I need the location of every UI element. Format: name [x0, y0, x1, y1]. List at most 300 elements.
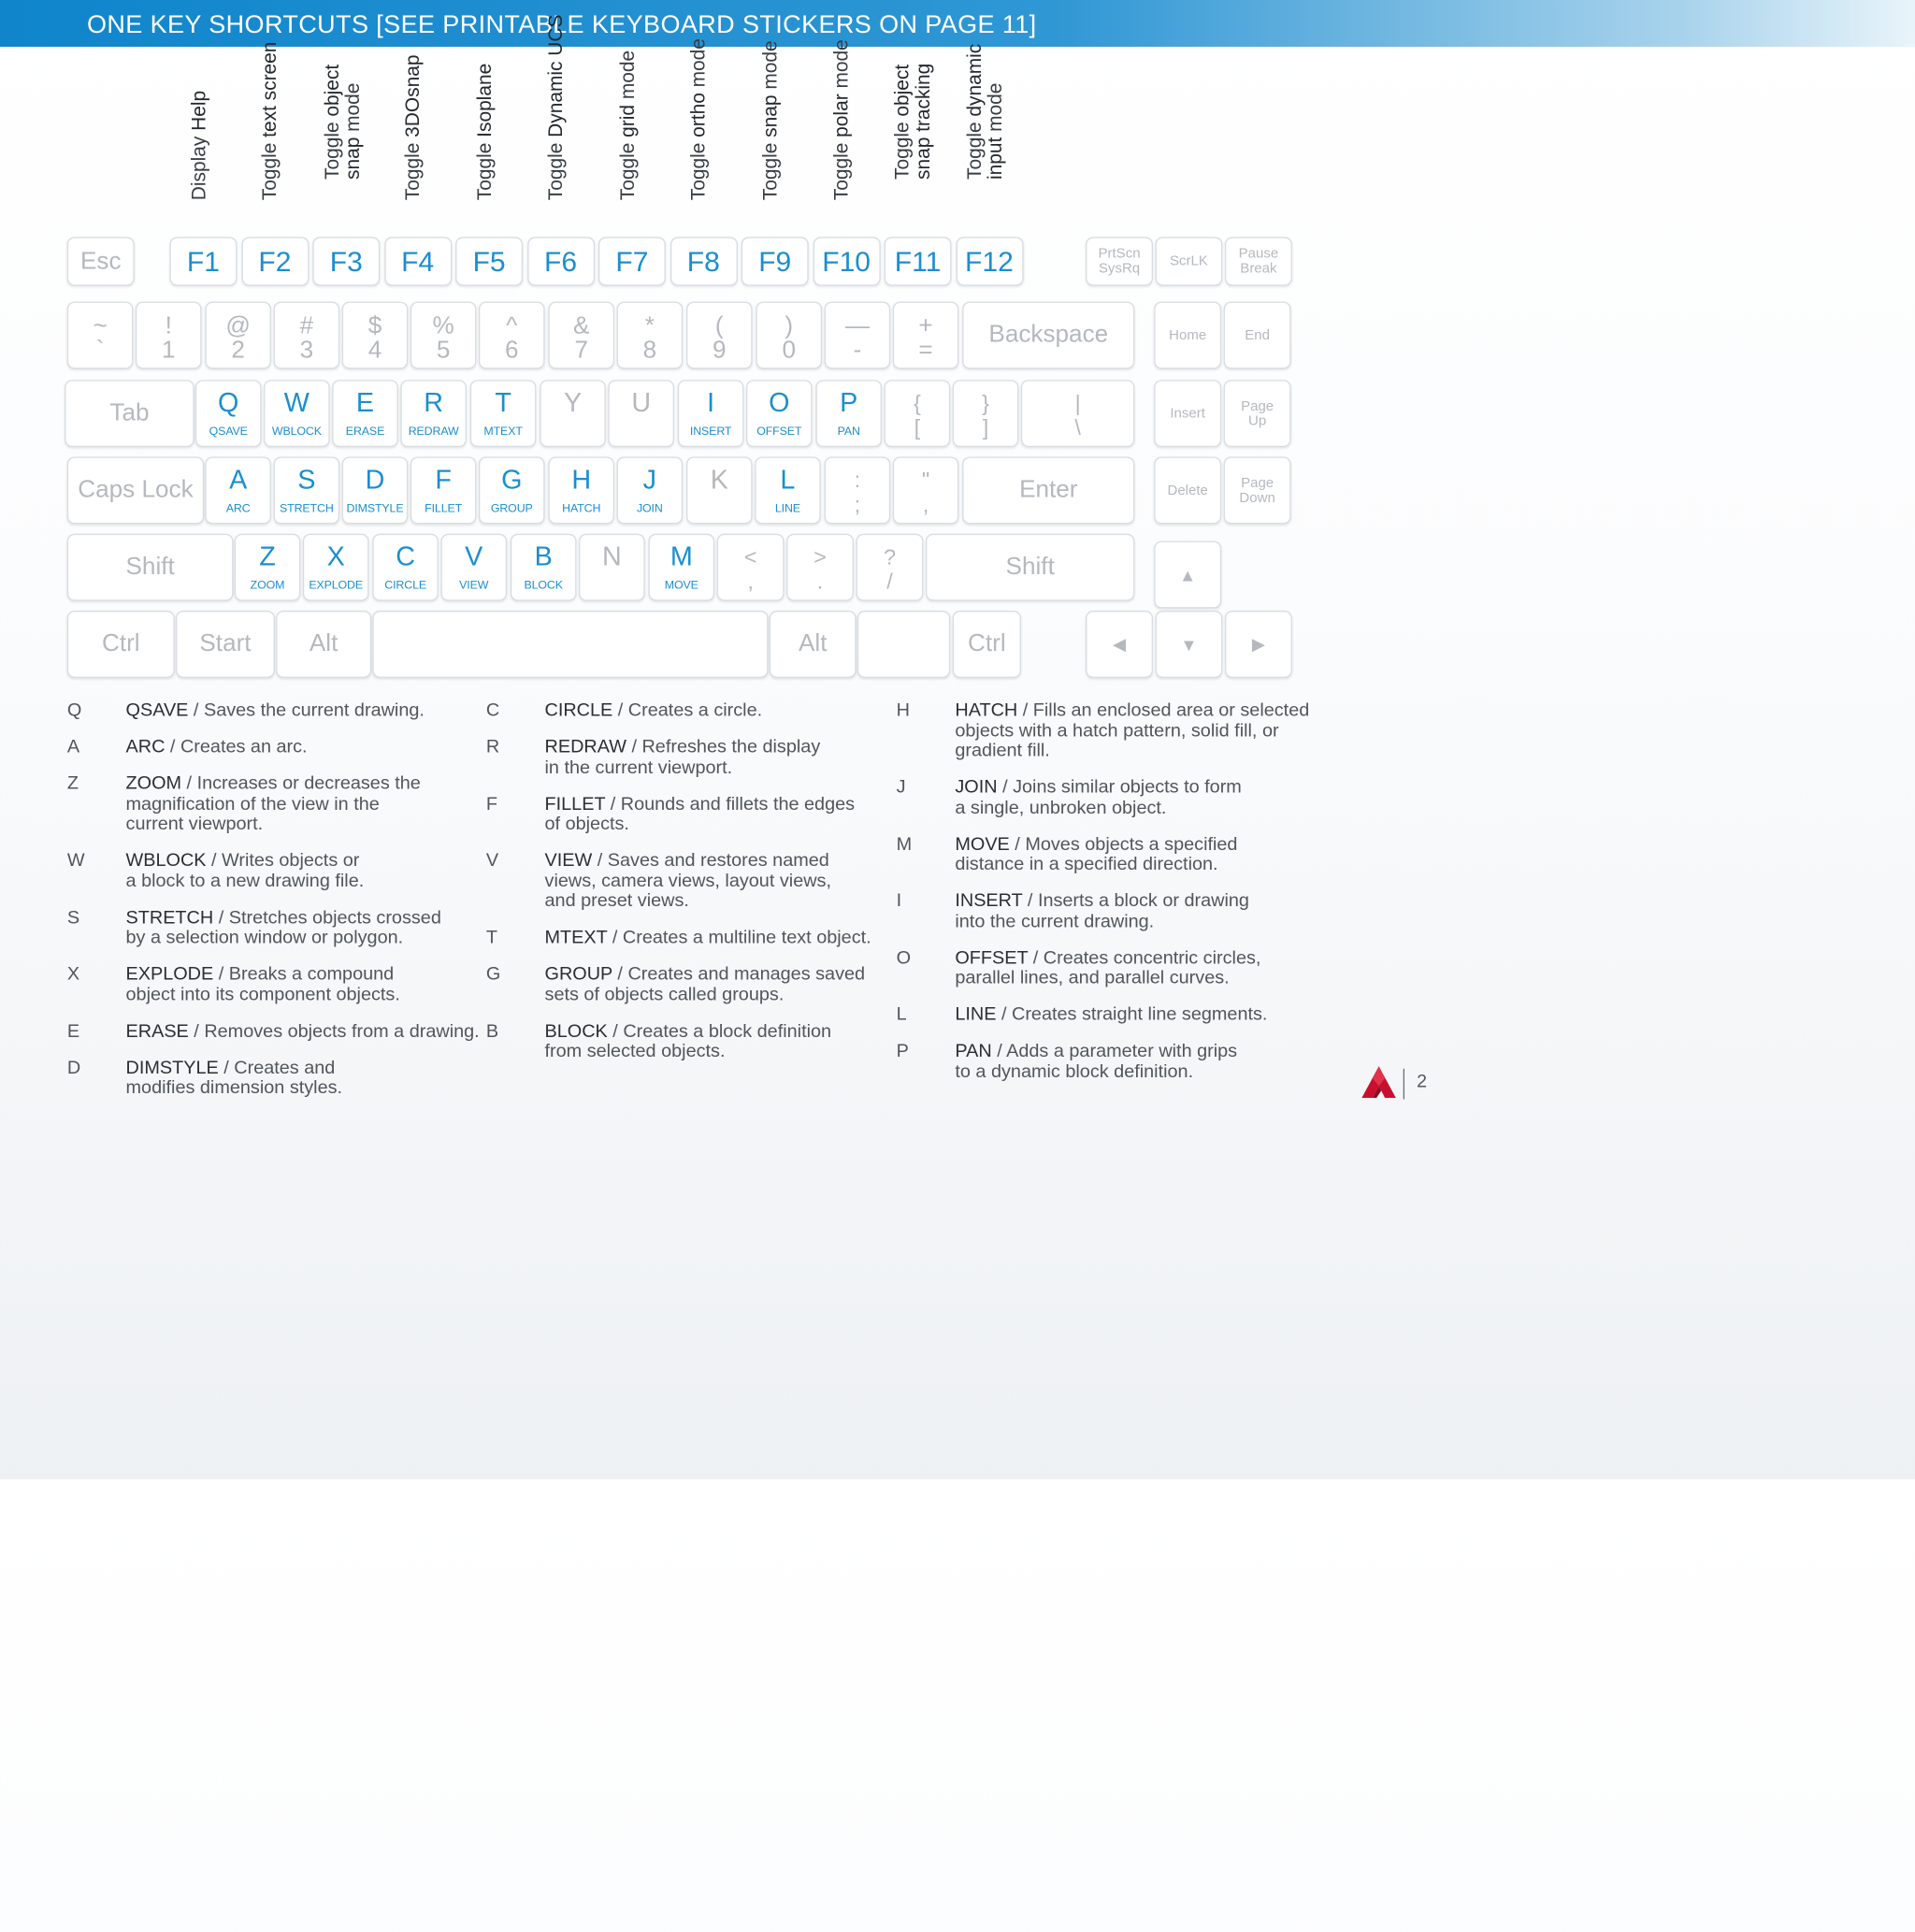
shortcut-entry-q — [67, 701, 480, 722]
shortcut-entry-b — [486, 1022, 871, 1062]
shortcut-description-line: sets of objects called groups. — [544, 984, 785, 1005]
shortcut-description — [955, 778, 1309, 818]
key-ctrl-left-label: Ctrl — [101, 629, 140, 657]
shortcut-key-letter: B — [485, 1020, 499, 1042]
shortcut-key-letter: R — [485, 736, 500, 757]
shortcut-key-letter: W — [66, 850, 85, 872]
shortcut-description-line — [955, 891, 1309, 912]
key-backspace[interactable] — [962, 302, 1134, 369]
key-number-12[interactable] — [893, 302, 959, 369]
key-ctrl-left[interactable] — [67, 611, 175, 678]
fkey-label-plain: Toggle — [260, 137, 281, 201]
fkey-label-line — [892, 64, 913, 180]
key-number-7[interactable] — [548, 302, 614, 369]
key-q-command: QSAVE — [209, 425, 248, 439]
description-column-2 — [486, 701, 871, 1079]
key-number-1-bottom: 1 — [161, 337, 176, 365]
shortcut-description — [126, 851, 480, 891]
key-w-letter: W — [283, 387, 310, 418]
fkey-label-plain: Toggle — [892, 116, 914, 180]
shortcut-key-letter: A — [66, 736, 80, 757]
key-punct2-2-top: ? — [883, 544, 897, 570]
key-bracket-1-bottom: ] — [982, 415, 989, 440]
shortcut-command-name: HATCH — [955, 699, 1018, 721]
key-p-letter: P — [840, 387, 858, 418]
key-number-5-top: % — [432, 312, 454, 340]
key-number-12-top: + — [918, 312, 933, 340]
key-m[interactable] — [649, 534, 715, 601]
key-number-3-bottom: 3 — [299, 337, 314, 365]
shortcut-command-name: FILLET — [544, 793, 606, 815]
key-arrow-left[interactable] — [1086, 611, 1153, 678]
key-number-7-top: & — [572, 312, 590, 340]
fkey-label-line — [260, 42, 281, 201]
shortcut-command-name: INSERT — [955, 890, 1023, 912]
key-number-10[interactable] — [756, 302, 822, 369]
key-f1-label: F1 — [186, 244, 220, 277]
shortcut-description-line: distance in a specified direction. — [955, 853, 1218, 875]
key-alt-right-label: Alt — [798, 629, 828, 657]
key-j[interactable] — [617, 456, 684, 524]
fkey-label-after: mode — [342, 82, 364, 137]
key-bracket-1-top: } — [982, 390, 989, 416]
key-alt-left[interactable] — [276, 611, 371, 678]
shortcut-description-line — [545, 1022, 871, 1043]
shortcut-command-text: / Breaks a compound — [213, 963, 395, 985]
fkey-label-plain: Toggle — [688, 137, 710, 201]
key-l-letter: L — [780, 464, 796, 495]
key-bracket-0[interactable] — [885, 380, 951, 447]
key-d[interactable] — [342, 456, 409, 524]
key-number-7-bottom: 7 — [574, 337, 588, 365]
shortcut-command-text: / Rounds and fillets the edges — [605, 793, 856, 815]
key-e-command: ERASE — [345, 425, 385, 439]
key-number-0-top: ~ — [93, 312, 108, 340]
shortcut-command-text: / Joins similar objects to form — [997, 776, 1242, 798]
key-x[interactable] — [303, 534, 369, 601]
shortcut-command-name: VIEW — [544, 850, 593, 872]
shortcut-entry-e — [67, 1022, 480, 1043]
key-f6[interactable] — [527, 237, 595, 285]
key-f10-label: F10 — [822, 244, 871, 277]
fkey-label-bold: grid — [617, 104, 640, 137]
key-number-9-bottom: 9 — [713, 337, 727, 365]
shortcut-description-line: object into its component objects. — [125, 984, 400, 1005]
key-a[interactable] — [205, 456, 271, 524]
key-bracket-0-top: { — [913, 390, 921, 416]
key-end[interactable] — [1224, 302, 1291, 369]
shortcut-description-line — [126, 851, 480, 872]
fkey-label-after: mode — [985, 82, 1006, 137]
key-number-12-bottom: = — [918, 337, 933, 365]
key-c[interactable] — [372, 534, 439, 601]
fkey-label-line — [403, 55, 424, 201]
key-i[interactable] — [678, 380, 744, 447]
key-number-9-top: ( — [714, 312, 724, 340]
key-number-3[interactable] — [274, 302, 340, 369]
key-r-letter: R — [424, 387, 444, 418]
shortcut-command-name: MTEXT — [544, 927, 608, 948]
key-e-letter: E — [355, 387, 375, 418]
fkey-label-line — [342, 65, 363, 180]
key-alt-left-label: Alt — [309, 629, 338, 657]
shortcut-description-line: modifies dimension styles. — [125, 1076, 343, 1099]
key-bracket-2[interactable] — [1021, 380, 1134, 447]
key-pause-top: Pause — [1238, 246, 1279, 262]
shortcut-description — [545, 738, 871, 778]
key-p-command: PAN — [837, 425, 860, 439]
key-page-down-line: Page — [1241, 475, 1274, 491]
shortcut-description-line: current viewport. — [125, 813, 264, 835]
arrow-right-icon: ▶ — [1251, 633, 1265, 654]
shortcut-description — [126, 1059, 480, 1099]
shortcut-description — [545, 701, 871, 722]
key-t-letter: T — [495, 387, 511, 418]
key-tab[interactable] — [65, 380, 194, 447]
fkey-label-bold: snap — [342, 137, 364, 180]
fkey-label-line — [985, 44, 1005, 180]
key-n[interactable] — [579, 534, 645, 601]
key-p[interactable] — [815, 380, 882, 447]
key-punct2-0-bottom: , — [747, 569, 754, 594]
key-f8-label: F8 — [686, 244, 720, 277]
key-number-4[interactable] — [342, 302, 409, 369]
key-number-3-top: # — [299, 312, 314, 340]
fkey-label-plain: Toggle — [617, 137, 640, 201]
key-scrlk-top: ScrLK — [1170, 253, 1208, 269]
key-f7[interactable] — [598, 237, 666, 285]
key-r[interactable] — [400, 380, 467, 447]
key-f11-label: F11 — [894, 244, 942, 277]
key-number-11[interactable] — [825, 302, 891, 369]
shortcut-command-text: / Fills an enclosed area or selected — [1017, 699, 1310, 721]
shortcut-command-text: / Inserts a block or drawing — [1022, 890, 1249, 912]
page-number: 2 — [1417, 1071, 1427, 1092]
key-punct-0[interactable] — [825, 456, 891, 524]
shortcut-command-text: / Creates a block definition — [607, 1020, 832, 1042]
shortcut-command-text: / Moves objects a specified — [1009, 833, 1238, 855]
key-page-down[interactable] — [1224, 456, 1291, 524]
key-punct2-0[interactable] — [717, 534, 785, 601]
key-number-6-top: ^ — [506, 312, 518, 340]
key-insert[interactable] — [1154, 380, 1221, 447]
key-f[interactable] — [410, 456, 477, 524]
shortcut-description — [545, 965, 871, 1005]
key-backspace-label: Backspace — [988, 321, 1109, 349]
key-ctrl-right[interactable] — [953, 611, 1021, 678]
shortcut-command-name: OFFSET — [955, 946, 1029, 969]
shortcut-command-text: / Creates and manages saved — [612, 963, 866, 985]
key-home[interactable] — [1154, 302, 1221, 369]
shortcut-description-line — [126, 738, 480, 758]
key-g[interactable] — [479, 456, 545, 524]
key-prtscn[interactable] — [1086, 237, 1153, 285]
key-i-command: INSERT — [689, 425, 732, 439]
key-number-4-top: $ — [367, 312, 382, 340]
key-o[interactable] — [746, 380, 813, 447]
shortcut-description — [126, 908, 480, 948]
key-number-1[interactable] — [136, 302, 202, 369]
fkey-label-after: mode — [831, 39, 853, 94]
shortcut-key-letter: T — [485, 927, 497, 948]
shortcut-description-line — [126, 1022, 480, 1043]
fkey-label-line — [618, 50, 639, 200]
fkey-label-line — [689, 38, 710, 200]
key-bracket-1[interactable] — [953, 380, 1019, 447]
fkey-label-bold: polar — [831, 94, 853, 137]
fkey-label-bold: snap tracking — [913, 63, 934, 180]
key-punct-0-top: : — [854, 468, 861, 493]
shortcut-command-text: / Saves and restores named — [592, 850, 829, 872]
fkey-label-bold: Help — [189, 90, 210, 131]
key-number-0[interactable] — [67, 302, 134, 369]
shortcut-description — [955, 891, 1309, 931]
key-start[interactable] — [176, 611, 275, 678]
fkey-label-bold: ortho — [688, 93, 710, 137]
fkey-label-f10-text — [831, 39, 852, 200]
shortcut-description — [545, 1022, 871, 1062]
key-number-0-bottom: ` — [95, 337, 105, 365]
key-r-command: REDRAW — [408, 425, 459, 439]
key-f-letter: F — [435, 464, 452, 495]
fkey-label-f6-text — [546, 15, 567, 201]
key-v[interactable] — [441, 534, 508, 601]
key-shift-left[interactable] — [67, 534, 234, 601]
shortcut-command-name: MOVE — [955, 833, 1010, 855]
shortcut-entry-z — [67, 774, 480, 835]
arrow-down-icon: ▼ — [1180, 634, 1198, 655]
fkey-label-line — [913, 64, 933, 180]
shortcut-command-text: / Adds a parameter with grips — [991, 1040, 1238, 1062]
fkey-label-bold: Isoplane — [475, 63, 497, 137]
shortcut-description-line: a single, unbroken object. — [955, 797, 1167, 818]
key-start-label: Start — [199, 629, 252, 657]
key-enter[interactable] — [962, 456, 1134, 524]
key-j-letter: J — [642, 464, 657, 495]
key-insert-line: Insert — [1170, 406, 1205, 421]
shortcut-key-letter: X — [66, 963, 80, 985]
key-m-letter: M — [670, 541, 693, 572]
key-u[interactable] — [608, 380, 674, 447]
key-page-down-line: Down — [1239, 490, 1275, 506]
key-punct2-1[interactable] — [786, 534, 854, 601]
shortcut-command-name: LINE — [955, 1003, 997, 1025]
fkey-label-f7-text — [618, 50, 639, 200]
key-k[interactable] — [686, 456, 753, 524]
key-f1[interactable] — [170, 237, 238, 285]
shortcut-description — [545, 795, 871, 835]
key-z[interactable] — [235, 534, 301, 601]
shortcut-description-line: parallel lines, and parallel curves. — [955, 967, 1230, 988]
key-tab-label: Tab — [109, 399, 150, 426]
fkey-label-plain: Display — [189, 130, 210, 201]
key-alt-right[interactable] — [770, 611, 857, 678]
shortcut-key-letter: D — [66, 1057, 81, 1078]
shortcut-description-line — [126, 774, 480, 795]
key-f5-label: F5 — [472, 244, 506, 277]
shortcut-description-line: and preset views. — [544, 890, 689, 912]
key-g-letter: G — [501, 464, 523, 495]
key-number-9[interactable] — [686, 302, 753, 369]
key-w[interactable] — [264, 380, 330, 447]
key-bracket-2-bottom: \ — [1074, 415, 1081, 440]
key-g-command: GROUP — [490, 501, 533, 516]
key-esc[interactable] — [67, 237, 135, 285]
shortcut-description-line — [545, 965, 871, 986]
shortcut-command-text: / Creates a multiline text object. — [607, 927, 871, 948]
key-y[interactable] — [540, 380, 606, 447]
shortcut-key-letter: M — [896, 833, 913, 855]
fkey-label-plain: Toggle — [403, 137, 425, 201]
fkey-label-f8-text — [689, 38, 710, 200]
key-q[interactable] — [195, 380, 262, 447]
shortcut-command-text: / Increases or decreases the — [181, 772, 421, 794]
key-u-letter: U — [631, 387, 652, 418]
shortcut-command-name: GROUP — [544, 963, 612, 985]
shortcut-command-name: ERASE — [125, 1020, 189, 1042]
shortcut-command-name: EXPLODE — [125, 963, 214, 985]
key-number-6[interactable] — [479, 302, 545, 369]
key-delete[interactable] — [1154, 456, 1221, 524]
shortcut-entry-s — [67, 908, 480, 948]
key-shift-right[interactable] — [926, 534, 1134, 601]
key-a-command: ARC — [225, 501, 251, 516]
key-o-command: OFFSET — [756, 425, 802, 439]
shortcut-description — [955, 1005, 1309, 1026]
fkey-label-line — [189, 91, 209, 200]
shortcut-description-line: to a dynamic block definition. — [955, 1060, 1194, 1082]
shortcut-entry-h — [897, 701, 1310, 762]
key-f11[interactable] — [885, 237, 952, 285]
shortcut-entry-v — [486, 851, 871, 912]
shortcut-command-text: / Creates straight line segments. — [996, 1003, 1268, 1025]
key-menu[interactable] — [857, 611, 950, 678]
fkey-label-f11-text — [892, 64, 933, 180]
key-b[interactable] — [511, 534, 577, 601]
key-punct2-1-top: > — [814, 544, 827, 570]
key-f5[interactable] — [455, 237, 523, 285]
shortcut-description — [545, 851, 871, 912]
key-number-10-bottom: 0 — [782, 337, 797, 365]
shortcut-key-letter: S — [66, 906, 80, 928]
key-number-8[interactable] — [617, 302, 684, 369]
shortcut-command-name: BLOCK — [544, 1020, 608, 1042]
key-f3[interactable] — [312, 237, 380, 285]
key-n-letter: N — [601, 541, 622, 572]
key-number-1-top: ! — [165, 312, 172, 340]
fkey-label-f1-text — [189, 91, 209, 200]
autocad-logo-icon — [1361, 1066, 1396, 1098]
key-t[interactable] — [470, 380, 537, 447]
shortcut-command-text: / Creates an arc. — [165, 736, 308, 757]
fkey-label-f3-text — [322, 65, 363, 180]
shortcut-description-line: into the current drawing. — [955, 910, 1155, 931]
key-bracket-2-top: | — [1074, 390, 1081, 416]
shortcut-description — [955, 835, 1309, 875]
key-arrow-down[interactable] — [1156, 611, 1223, 678]
shortcut-entry-p — [897, 1042, 1310, 1082]
shortcut-entry-d — [67, 1059, 480, 1099]
shortcut-description-line: in the current viewport. — [544, 757, 733, 778]
key-f9[interactable] — [742, 237, 809, 285]
shortcut-description — [955, 948, 1309, 988]
fkey-label-plain: Toggle — [545, 137, 568, 201]
key-f8[interactable] — [670, 237, 737, 285]
key-number-5[interactable] — [410, 302, 477, 369]
shortcut-command-name: WBLOCK — [125, 850, 207, 872]
key-f2-label: F2 — [258, 244, 292, 277]
key-shift-left-label: Shift — [125, 553, 175, 581]
key-number-10-top: ) — [785, 312, 794, 340]
key-end-label: End — [1245, 327, 1270, 343]
fkey-label-f12-text — [964, 44, 1005, 180]
shortcut-command-name: STRETCH — [125, 906, 214, 928]
fkey-label-f5-text — [475, 64, 496, 200]
shortcut-entry-w — [67, 851, 480, 891]
key-caps-lock[interactable] — [67, 456, 204, 524]
shortcut-entry-c — [486, 701, 871, 722]
shortcut-key-letter: J — [896, 776, 906, 798]
key-w-command: WBLOCK — [271, 425, 322, 439]
key-prtscn-top: PrtScn — [1098, 246, 1141, 262]
shortcut-key-letter: I — [896, 890, 902, 912]
key-v-command: VIEW — [459, 579, 489, 593]
fkey-label-line — [475, 64, 496, 200]
key-e[interactable] — [332, 380, 398, 447]
key-space[interactable] — [372, 611, 768, 678]
key-h-letter: H — [571, 464, 592, 495]
key-f4[interactable] — [384, 237, 452, 285]
key-h[interactable] — [548, 456, 614, 524]
fkey-label-after: mode — [760, 40, 782, 95]
key-f2[interactable] — [241, 237, 309, 285]
fkey-label-line — [546, 15, 567, 201]
shortcut-entry-a — [67, 738, 480, 758]
key-scrlk[interactable] — [1156, 237, 1223, 285]
fkey-label-bold: snap — [760, 94, 782, 137]
key-pause[interactable] — [1225, 237, 1292, 285]
key-punct-1[interactable] — [893, 456, 959, 524]
fkey-label-bold: 3DOsnap — [403, 54, 425, 137]
shortcut-entry-j — [897, 778, 1310, 818]
key-number-4-bottom: 4 — [367, 337, 382, 365]
fkey-label-f9-text — [761, 40, 782, 200]
shortcut-key-letter: V — [485, 850, 499, 872]
key-f-command: FILLET — [425, 501, 463, 516]
shortcut-entry-o — [897, 948, 1310, 988]
shortcut-key-letter: C — [485, 699, 500, 721]
fkey-label-bold: object — [322, 64, 343, 117]
key-arrow-up[interactable] — [1154, 541, 1221, 609]
key-page-up[interactable] — [1224, 380, 1291, 447]
key-esc-label: Esc — [79, 247, 122, 275]
key-l[interactable] — [755, 456, 821, 524]
shortcut-key-letter: E — [66, 1020, 80, 1042]
key-s[interactable] — [274, 456, 340, 524]
shortcut-key-letter: Z — [66, 772, 79, 794]
key-arrow-right[interactable] — [1225, 611, 1292, 678]
fkey-label-line — [964, 44, 985, 180]
shortcut-description-line: gradient fill. — [955, 740, 1050, 761]
shortcut-key-letter: P — [896, 1040, 909, 1062]
key-f10[interactable] — [813, 237, 880, 285]
key-number-8-bottom: 8 — [642, 337, 657, 365]
key-f12[interactable] — [956, 237, 1023, 285]
key-number-5-bottom: 5 — [436, 337, 451, 365]
key-punct2-2[interactable] — [857, 534, 924, 601]
key-f4-label: F4 — [401, 244, 435, 277]
key-number-2[interactable] — [205, 302, 271, 369]
